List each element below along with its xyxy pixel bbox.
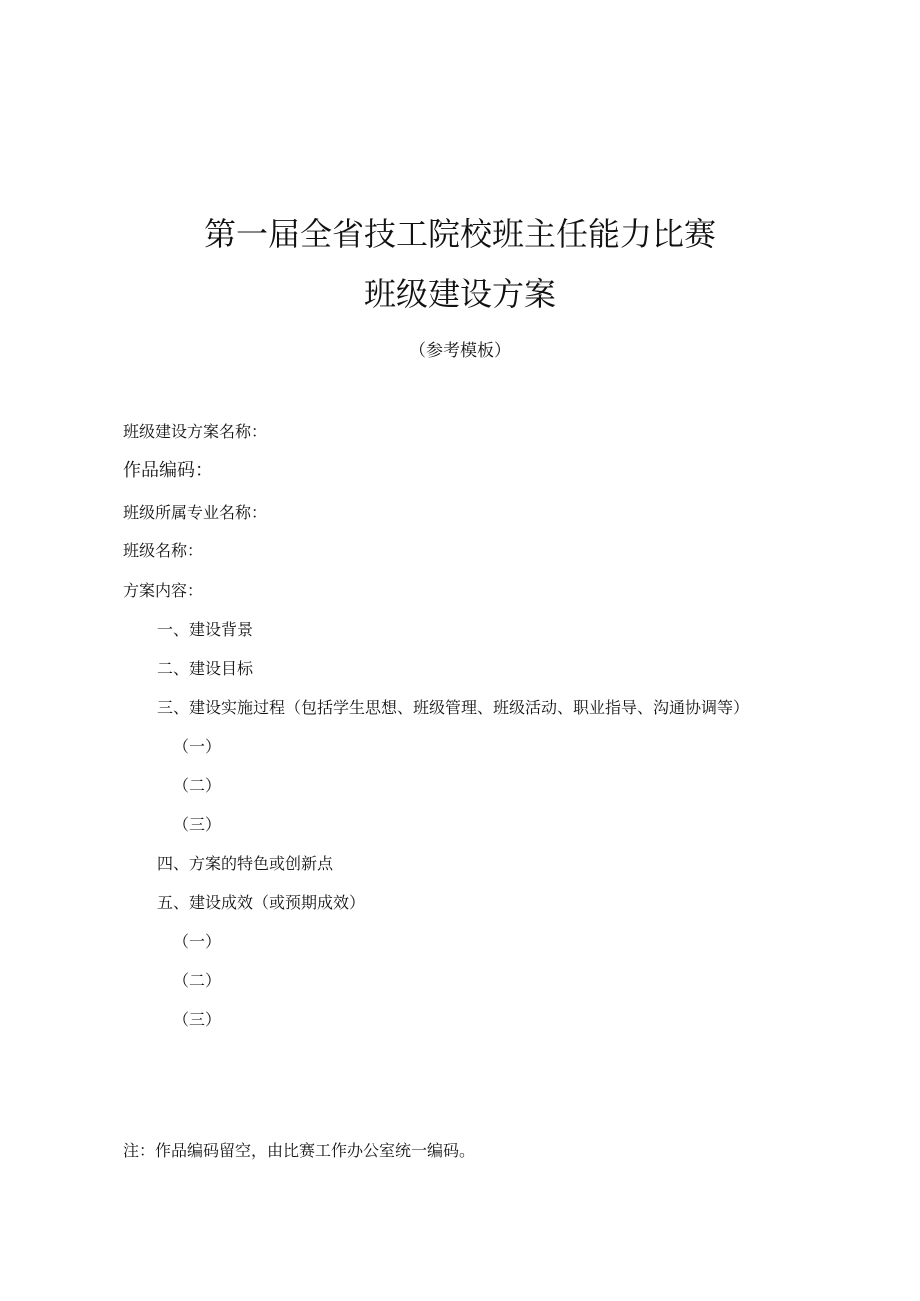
footer-note: 注：作品编码留空，由比赛工作办公室统一编码。 [123,1141,476,1160]
document-title-secondary: 班级建设方案 [363,275,556,313]
field-major-name-label: 班级所属专业名称： [123,503,268,522]
subsection-3-3: （三） [173,815,222,834]
subsection-5-3: （三） [173,1010,222,1029]
section-heading-2: 二、建设目标 [157,659,254,678]
subsection-5-1: （一） [173,932,222,951]
document-subtitle: （参考模板） [409,341,511,361]
section-heading-4: 四、方案的特色或创新点 [157,854,334,873]
field-content-label: 方案内容： [123,581,204,600]
subsection-3-2: （二） [173,776,222,795]
field-plan-name-label: 班级建设方案名称： [123,422,268,441]
field-class-name-label: 班级名称： [123,541,204,560]
section-heading-1: 一、建设背景 [157,620,254,639]
section-heading-5: 五、建设成效（或预期成效） [157,893,366,912]
subsection-3-1: （一） [173,737,222,756]
field-work-code-label: 作品编码： [123,460,213,481]
section-heading-3: 三、建设实施过程（包括学生思想、班级管理、班级活动、职业指导、沟通协调等） [157,698,750,717]
subsection-5-2: （二） [173,971,222,990]
document-title: 第一届全省技工院校班主任能力比赛 [203,215,716,253]
